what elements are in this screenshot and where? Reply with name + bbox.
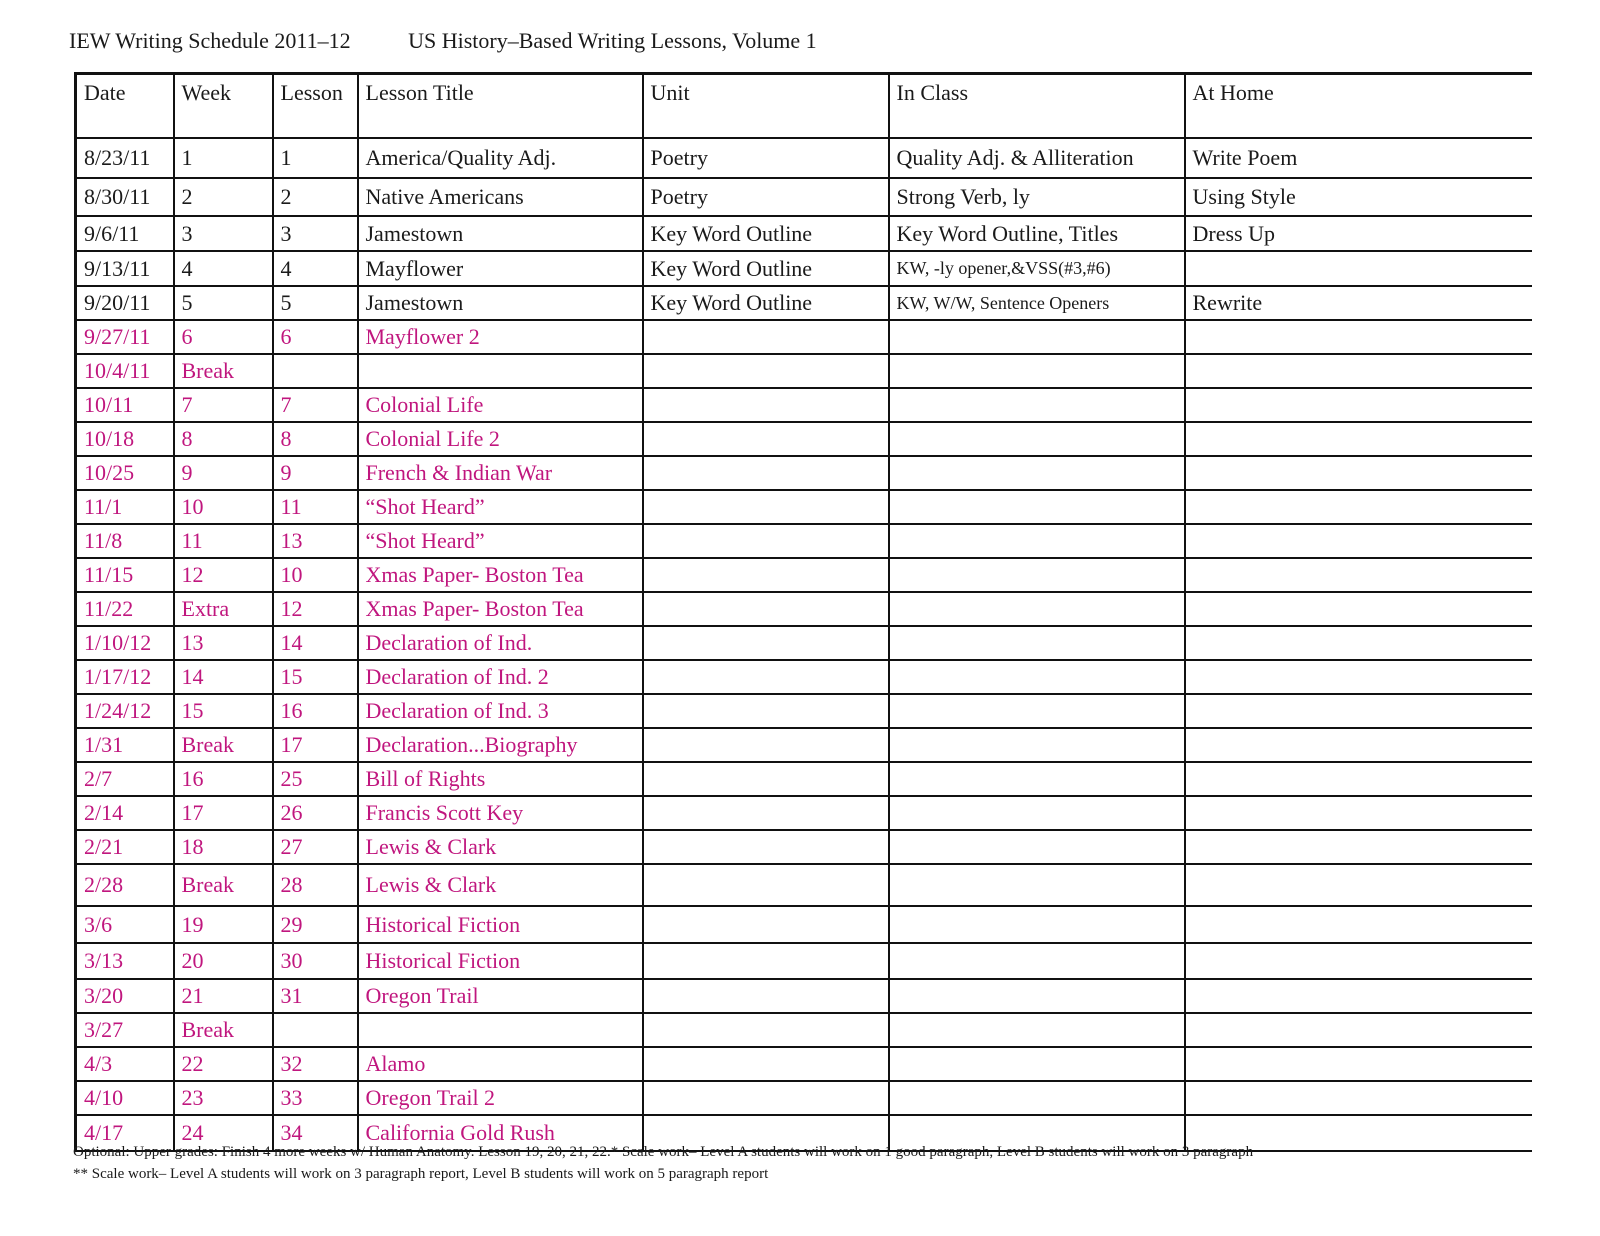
- cell-in-class: KW, W/W, Sentence Openers: [889, 286, 1185, 320]
- cell-unit: [643, 320, 889, 354]
- cell-week: 10: [174, 490, 273, 524]
- cell-lesson: 13: [273, 524, 358, 558]
- cell-in-class: [889, 864, 1185, 906]
- cell-at-home: [1185, 1081, 1532, 1115]
- table-row: [76, 796, 1532, 830]
- cell-unit: [643, 864, 889, 906]
- cell-at-home: [1185, 251, 1532, 286]
- cell-lesson: 16: [273, 694, 358, 728]
- cell-lesson: 7: [273, 388, 358, 422]
- cell-lesson: 12: [273, 592, 358, 626]
- cell-lesson-title: “Shot Heard”: [358, 490, 643, 524]
- cell-lesson-title: Declaration...Biography: [358, 728, 643, 762]
- cell-lesson-title: Historical Fiction: [358, 943, 643, 979]
- cell-week: Break: [174, 1013, 273, 1047]
- cell-date: 9/6/11: [76, 216, 174, 251]
- cell-date: 10/11: [76, 388, 174, 422]
- cell-at-home: [1185, 490, 1532, 524]
- cell-week: 22: [174, 1047, 273, 1081]
- cell-in-class: [889, 626, 1185, 660]
- cell-unit: Key Word Outline: [643, 216, 889, 251]
- cell-date: 2/7: [76, 762, 174, 796]
- cell-week: Break: [174, 354, 273, 388]
- cell-unit: Poetry: [643, 138, 889, 178]
- cell-date: 9/20/11: [76, 286, 174, 320]
- cell-date: 3/13: [76, 943, 174, 979]
- cell-at-home: [1185, 864, 1532, 906]
- cell-week: 15: [174, 694, 273, 728]
- cell-unit: [643, 796, 889, 830]
- cell-in-class: [889, 660, 1185, 694]
- footnote-line-2: ** Scale work– Level A students will work on 3 paragraph report, Level B students will work on 5 paragraph report: [73, 1166, 769, 1182]
- cell-date: 4/10: [76, 1081, 174, 1115]
- cell-week: 14: [174, 660, 273, 694]
- cell-unit: [643, 524, 889, 558]
- cell-lesson: 10: [273, 558, 358, 592]
- cell-unit: [643, 1081, 889, 1115]
- cell-week: Extra: [174, 592, 273, 626]
- cell-unit: [643, 558, 889, 592]
- cell-date: 10/25: [76, 456, 174, 490]
- cell-at-home: [1185, 906, 1532, 943]
- cell-lesson-title: Alamo: [358, 1047, 643, 1081]
- cell-in-class: [889, 728, 1185, 762]
- cell-date: 11/1: [76, 490, 174, 524]
- table-row: [76, 286, 1532, 320]
- cell-lesson: 3: [273, 216, 358, 251]
- cell-unit: [643, 490, 889, 524]
- cell-date: 11/22: [76, 592, 174, 626]
- cell-at-home: [1185, 762, 1532, 796]
- cell-in-class: [889, 490, 1185, 524]
- table-row: [76, 660, 1532, 694]
- cell-in-class: [889, 762, 1185, 796]
- cell-lesson-title: Oregon Trail 2: [358, 1081, 643, 1115]
- cell-lesson-title: California Gold Rush: [358, 1115, 643, 1151]
- cell-unit: [643, 354, 889, 388]
- cell-unit: [643, 943, 889, 979]
- cell-week: 6: [174, 320, 273, 354]
- cell-unit: Key Word Outline: [643, 251, 889, 286]
- cell-at-home: [1185, 558, 1532, 592]
- cell-lesson: 8: [273, 422, 358, 456]
- cell-lesson-title: Francis Scott Key: [358, 796, 643, 830]
- cell-in-class: [889, 1013, 1185, 1047]
- col-header-unit: Unit: [643, 74, 889, 139]
- cell-date: 9/13/11: [76, 251, 174, 286]
- table-row: [76, 251, 1532, 286]
- cell-lesson-title: Historical Fiction: [358, 906, 643, 943]
- cell-lesson: 28: [273, 864, 358, 906]
- table-row: [76, 1013, 1532, 1047]
- cell-at-home: [1185, 388, 1532, 422]
- cell-at-home: [1185, 456, 1532, 490]
- page-header: [69, 28, 817, 54]
- cell-lesson-title: “Shot Heard”: [358, 524, 643, 558]
- cell-lesson-title: Declaration of Ind. 3: [358, 694, 643, 728]
- cell-at-home: [1185, 660, 1532, 694]
- cell-date: 4/17: [76, 1115, 174, 1151]
- cell-unit: [643, 1013, 889, 1047]
- table-row: [76, 216, 1532, 251]
- cell-lesson-title: French & Indian War: [358, 456, 643, 490]
- cell-unit: [643, 728, 889, 762]
- cell-lesson-title: Colonial Life: [358, 388, 643, 422]
- cell-lesson: 30: [273, 943, 358, 979]
- cell-unit: [643, 388, 889, 422]
- cell-date: 2/14: [76, 796, 174, 830]
- col-header-lesson-title: Lesson Title: [358, 74, 643, 139]
- cell-at-home: [1185, 592, 1532, 626]
- cell-in-class: [889, 388, 1185, 422]
- cell-week: 19: [174, 906, 273, 943]
- cell-in-class: [889, 592, 1185, 626]
- cell-at-home: Rewrite: [1185, 286, 1532, 320]
- cell-week: Break: [174, 728, 273, 762]
- cell-at-home: [1185, 830, 1532, 864]
- cell-in-class: [889, 830, 1185, 864]
- table-row: [76, 762, 1532, 796]
- cell-lesson-title: Xmas Paper- Boston Tea: [358, 592, 643, 626]
- cell-at-home: [1185, 320, 1532, 354]
- cell-lesson: 2: [273, 178, 358, 216]
- cell-lesson-title: Mayflower 2: [358, 320, 643, 354]
- cell-at-home: [1185, 626, 1532, 660]
- col-header-in-class: In Class: [889, 74, 1185, 139]
- cell-unit: [643, 422, 889, 456]
- cell-in-class: [889, 422, 1185, 456]
- cell-date: 1/10/12: [76, 626, 174, 660]
- cell-lesson: 25: [273, 762, 358, 796]
- cell-unit: [643, 456, 889, 490]
- col-header-at-home: At Home: [1185, 74, 1532, 139]
- table-row: [76, 864, 1532, 906]
- table-row: [76, 524, 1532, 558]
- col-header-lesson: Lesson: [273, 74, 358, 139]
- cell-lesson: [273, 354, 358, 388]
- cell-unit: [643, 660, 889, 694]
- table-row: [76, 138, 1532, 178]
- footnotes: [73, 1141, 1253, 1185]
- cell-in-class: [889, 979, 1185, 1013]
- cell-lesson: 5: [273, 286, 358, 320]
- schedule-table: [74, 72, 1532, 1152]
- table-row: [76, 1081, 1532, 1115]
- cell-date: 8/30/11: [76, 178, 174, 216]
- cell-lesson: 27: [273, 830, 358, 864]
- cell-lesson: 32: [273, 1047, 358, 1081]
- cell-unit: [643, 1047, 889, 1081]
- cell-lesson-title: Colonial Life 2: [358, 422, 643, 456]
- cell-in-class: [889, 943, 1185, 979]
- cell-week: Break: [174, 864, 273, 906]
- table-row: [76, 979, 1532, 1013]
- cell-week: 7: [174, 388, 273, 422]
- cell-lesson: 15: [273, 660, 358, 694]
- cell-unit: [643, 906, 889, 943]
- cell-week: 5: [174, 286, 273, 320]
- cell-at-home: [1185, 524, 1532, 558]
- cell-lesson-title: Declaration of Ind. 2: [358, 660, 643, 694]
- cell-at-home: [1185, 1047, 1532, 1081]
- cell-lesson-title: Xmas Paper- Boston Tea: [358, 558, 643, 592]
- cell-date: 2/28: [76, 864, 174, 906]
- cell-lesson: 6: [273, 320, 358, 354]
- cell-week: 4: [174, 251, 273, 286]
- cell-unit: [643, 979, 889, 1013]
- table-row: [76, 456, 1532, 490]
- cell-date: 3/27: [76, 1013, 174, 1047]
- cell-in-class: Quality Adj. & Alliteration: [889, 138, 1185, 178]
- table-row: [76, 320, 1532, 354]
- cell-in-class: [889, 906, 1185, 943]
- cell-in-class: [889, 1081, 1185, 1115]
- cell-lesson-title: Mayflower: [358, 251, 643, 286]
- cell-date: 10/4/11: [76, 354, 174, 388]
- footnote-line-1: Optional: Upper grades: Finish 4 more weeks w/ Human Anatomy. Lesson 19, 20, 21, 22.* Scale work– Level A students will work on 1 good paragraph, Level B students will work on 3 paragraph: [73, 1144, 1254, 1160]
- cell-in-class: [889, 1047, 1185, 1081]
- cell-unit: [643, 592, 889, 626]
- cell-week: 3: [174, 216, 273, 251]
- cell-lesson-title: Lewis & Clark: [358, 864, 643, 906]
- cell-lesson: 11: [273, 490, 358, 524]
- cell-lesson: 9: [273, 456, 358, 490]
- cell-date: 3/6: [76, 906, 174, 943]
- table-body: [76, 138, 1532, 1151]
- cell-at-home: [1185, 422, 1532, 456]
- cell-lesson: 17: [273, 728, 358, 762]
- cell-date: 9/27/11: [76, 320, 174, 354]
- cell-week: 13: [174, 626, 273, 660]
- table-row: [76, 728, 1532, 762]
- cell-week: 23: [174, 1081, 273, 1115]
- cell-week: 17: [174, 796, 273, 830]
- cell-unit: [643, 830, 889, 864]
- cell-week: 11: [174, 524, 273, 558]
- cell-lesson: 14: [273, 626, 358, 660]
- cell-lesson: 4: [273, 251, 358, 286]
- cell-lesson: [273, 1013, 358, 1047]
- cell-lesson-title: Oregon Trail: [358, 979, 643, 1013]
- cell-in-class: [889, 524, 1185, 558]
- table-row: [76, 558, 1532, 592]
- cell-lesson: 31: [273, 979, 358, 1013]
- table-row: [76, 592, 1532, 626]
- cell-lesson-title: Declaration of Ind.: [358, 626, 643, 660]
- cell-lesson-title: [358, 1013, 643, 1047]
- cell-in-class: [889, 796, 1185, 830]
- cell-lesson: 29: [273, 906, 358, 943]
- cell-at-home: [1185, 943, 1532, 979]
- cell-at-home: Write Poem: [1185, 138, 1532, 178]
- table-row: [76, 1047, 1532, 1081]
- cell-unit: [643, 626, 889, 660]
- cell-at-home: [1185, 1013, 1532, 1047]
- cell-lesson-title: America/Quality Adj.: [358, 138, 643, 178]
- header-row: [76, 74, 1532, 139]
- cell-at-home: [1185, 354, 1532, 388]
- cell-date: 4/3: [76, 1047, 174, 1081]
- table-row: [76, 178, 1532, 216]
- cell-date: 3/20: [76, 979, 174, 1013]
- cell-in-class: [889, 558, 1185, 592]
- cell-week: 12: [174, 558, 273, 592]
- cell-date: 11/15: [76, 558, 174, 592]
- cell-week: 20: [174, 943, 273, 979]
- cell-at-home: Using Style: [1185, 178, 1532, 216]
- cell-week: 18: [174, 830, 273, 864]
- cell-in-class: [889, 694, 1185, 728]
- cell-unit: [643, 762, 889, 796]
- table-row: [76, 830, 1532, 864]
- cell-in-class: [889, 456, 1185, 490]
- cell-lesson-title: Lewis & Clark: [358, 830, 643, 864]
- cell-lesson: 1: [273, 138, 358, 178]
- table-row: [76, 943, 1532, 979]
- schedule-title: IEW Writing Schedule 2011–12: [69, 28, 351, 53]
- table-row: [76, 422, 1532, 456]
- cell-week: 8: [174, 422, 273, 456]
- cell-date: 2/21: [76, 830, 174, 864]
- cell-unit: [643, 694, 889, 728]
- cell-lesson-title: Bill of Rights: [358, 762, 643, 796]
- cell-at-home: [1185, 728, 1532, 762]
- schedule-subtitle: US History–Based Writing Lessons, Volume 1: [408, 28, 817, 53]
- cell-date: 11/8: [76, 524, 174, 558]
- cell-week: 2: [174, 178, 273, 216]
- cell-week: 24: [174, 1115, 273, 1151]
- cell-in-class: Strong Verb, ly: [889, 178, 1185, 216]
- cell-lesson: 26: [273, 796, 358, 830]
- cell-date: 1/31: [76, 728, 174, 762]
- cell-lesson-title: Native Americans: [358, 178, 643, 216]
- table-row: [76, 906, 1532, 943]
- cell-at-home: [1185, 694, 1532, 728]
- cell-at-home: [1185, 796, 1532, 830]
- cell-week: 1: [174, 138, 273, 178]
- cell-in-class: KW, -ly opener,&VSS(#3,#6): [889, 251, 1185, 286]
- cell-lesson: 33: [273, 1081, 358, 1115]
- table-header: [76, 74, 1532, 139]
- cell-lesson-title: [358, 354, 643, 388]
- table-row: [76, 490, 1532, 524]
- cell-at-home: [1185, 979, 1532, 1013]
- cell-date: 10/18: [76, 422, 174, 456]
- cell-date: 1/24/12: [76, 694, 174, 728]
- table-row: [76, 388, 1532, 422]
- table-row: [76, 694, 1532, 728]
- col-header-date: Date: [76, 74, 174, 139]
- cell-lesson-title: Jamestown: [358, 286, 643, 320]
- table-row: [76, 626, 1532, 660]
- cell-week: 21: [174, 979, 273, 1013]
- cell-week: 16: [174, 762, 273, 796]
- cell-lesson-title: Jamestown: [358, 216, 643, 251]
- cell-week: 9: [174, 456, 273, 490]
- cell-unit: Poetry: [643, 178, 889, 216]
- cell-in-class: Key Word Outline, Titles: [889, 216, 1185, 251]
- table-row: [76, 354, 1532, 388]
- cell-in-class: [889, 320, 1185, 354]
- cell-date: 8/23/11: [76, 138, 174, 178]
- cell-at-home: Dress Up: [1185, 216, 1532, 251]
- cell-lesson: 34: [273, 1115, 358, 1151]
- cell-unit: Key Word Outline: [643, 286, 889, 320]
- cell-date: 1/17/12: [76, 660, 174, 694]
- col-header-week: Week: [174, 74, 273, 139]
- cell-in-class: [889, 354, 1185, 388]
